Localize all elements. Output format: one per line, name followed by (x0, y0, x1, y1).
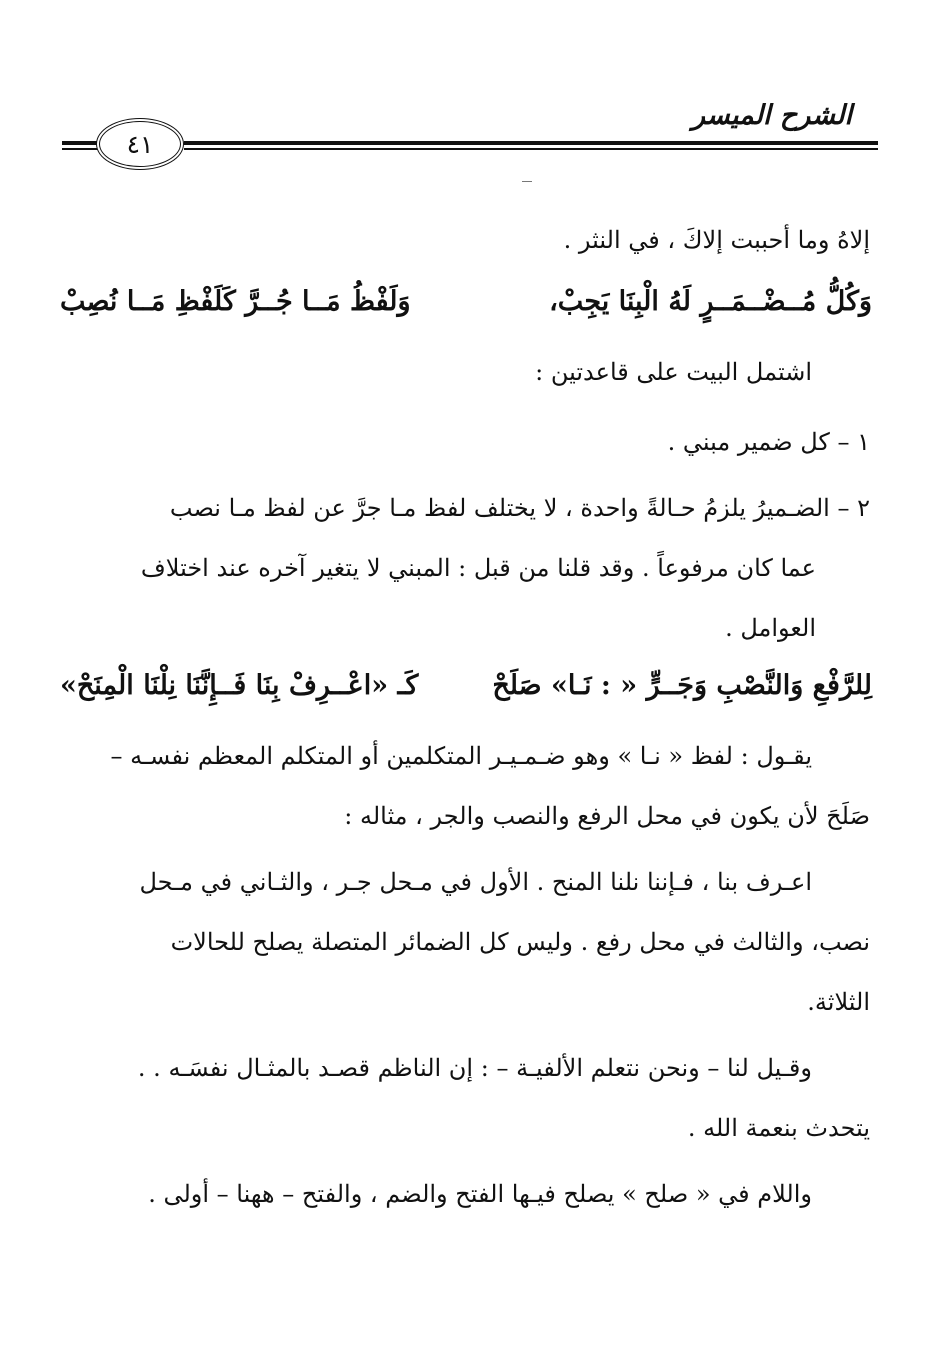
verse-line-1 (0, 286, 944, 326)
header-rule-thick (184, 141, 878, 145)
page-number: ٤١ (96, 118, 184, 170)
scan-mark (522, 181, 532, 182)
header-rule-thin (184, 148, 878, 150)
verse-2-second-hemistich: كَـ «اعْــرِفْ بِنَا فَــإِنَّنَا نِلْنَا الْمِنَحْ» (60, 670, 419, 701)
text-line-6: العوامل . (725, 614, 816, 642)
verse-1-second-hemistich: وَلَفْظُ مَــا جُــرَّ كَلَفْظِ مَــا نُصِبْ (60, 286, 411, 317)
header-rule-left-thin (62, 148, 100, 150)
text-line-4: ٢ – الضـميرُ يلزمُ حـالةً واحدة ، لا يختلف لفظ مـا جرَّ عن لفظ مـا نصب (169, 494, 870, 522)
text-line-12: وقـيل لنا – ونحن نتعلم الألفيـة – : إن الناظم قصـد بالمثـال نفسَـه . . (137, 1054, 812, 1082)
text-line-2: اشتمل البيت على قاعدتين : (535, 358, 812, 386)
text-line-7: يقـول : لفظ « نـا » وهو ضـمـيـر المتكلمين أو المتكلم المعظم نفسـه – (110, 742, 812, 770)
text-line-8: صَلَحَ لأن يكون في محل الرفع والنصب والجر ، مثاله : (344, 802, 870, 830)
text-line-14: واللام في « صلح » يصلح فيـها الفتح والضم ، والفتح – ههنا – أولى . (148, 1180, 812, 1208)
header-rule-left-thick (62, 141, 100, 145)
text-line-13: يتحدث بنعمة الله . (687, 1114, 870, 1142)
verse-line-2 (0, 670, 944, 710)
text-line-11: الثلاثة. (807, 988, 870, 1016)
text-line-3: ١ – كل ضمير مبني . (667, 428, 870, 456)
running-header-title: الشرح الميسر (691, 100, 852, 131)
text-line-5: عما كان مرفوعاً . وقد قلنا من قبل : المبني لا يتغير آخره عند اختلاف (140, 554, 816, 582)
verse-2-first-hemistich: لِلرَّفْعِ وَالنَّصْبِ وَجَــرٍّ « : نَـا» صَلَحْ (492, 670, 872, 701)
text-line-9: اعـرف بنا ، فـإننا نلنا المنح . الأول في مـحل جـر ، والثـاني في مـحل (139, 868, 812, 896)
text-line-1: إلاهُ وما أحببت إلاكَ ، في النثر . (563, 226, 870, 254)
text-line-10: نصب، والثالث في محل رفع . وليس كل الضمائر المتصلة يصلح للحالات (170, 928, 870, 956)
verse-1-first-hemistich: وَكُلُّ مُــضْــمَــرٍ لَهُ الْبِنَا يَجِبْ، (549, 286, 872, 317)
